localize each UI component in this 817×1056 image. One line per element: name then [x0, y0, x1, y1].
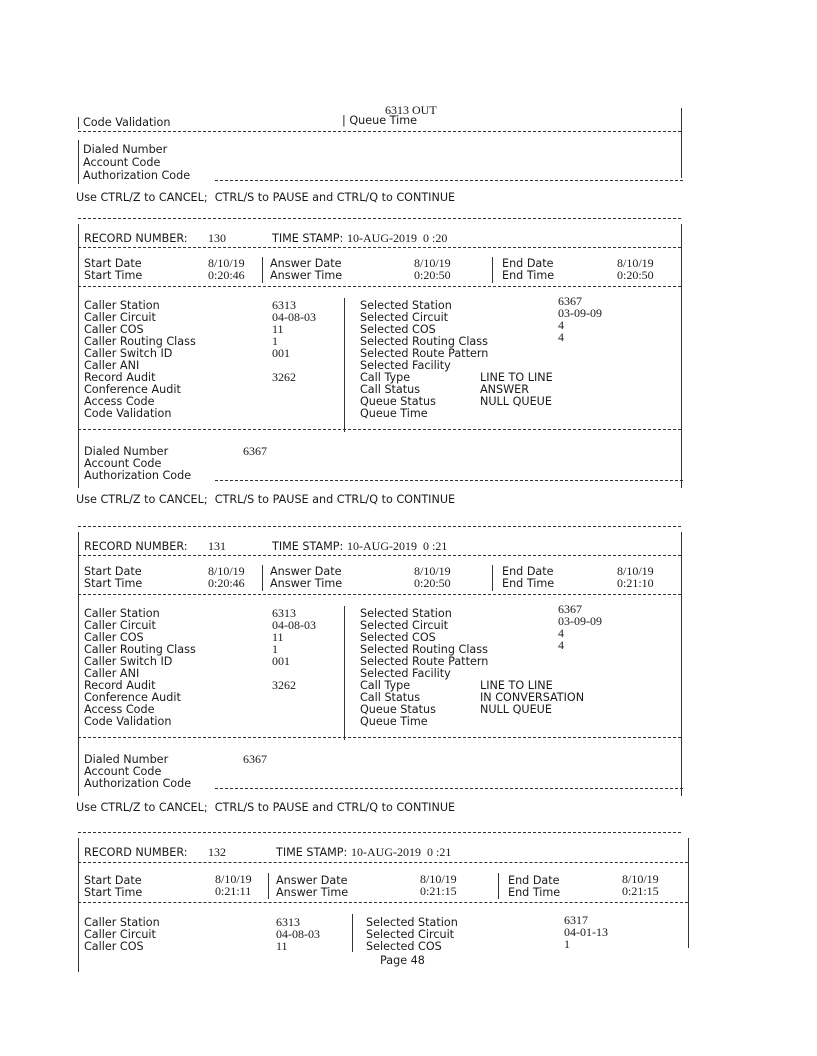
- divider: [344, 298, 345, 432]
- selected-circuit-label: Selected Circuit: [360, 619, 449, 632]
- caller-cos-label: Caller COS: [84, 323, 144, 336]
- caller-station-label: Caller Station: [84, 607, 160, 620]
- caller-routing-class: 1: [272, 642, 278, 656]
- control-prompt: Use CTRL/Z to CANCEL; CTRL/S to PAUSE and CTRL/Q to CONTINUE: [76, 191, 456, 204]
- divider: [78, 429, 681, 430]
- answer-date: 8/10/19: [420, 872, 457, 886]
- selected-facility-label: Selected Facility: [360, 667, 451, 680]
- queue-time-label: Queue Time: [360, 715, 428, 728]
- divider: [492, 257, 493, 283]
- call-type: LINE TO LINE: [480, 679, 553, 692]
- access-code-label: Access Code: [84, 703, 155, 716]
- conference-audit-label: Conference Audit: [84, 691, 181, 704]
- end-time-label: End Time: [502, 269, 555, 282]
- authorization-code-label: Authorization Code: [83, 169, 191, 182]
- caller-station: 6313: [272, 606, 296, 620]
- page-number: Page 48: [380, 954, 425, 967]
- start-date-label: Start Date: [84, 257, 142, 270]
- caller-switch-id: 001: [272, 346, 290, 360]
- caller-ani-label: Caller ANI: [84, 359, 140, 372]
- caller-switch-id-label: Caller Switch ID: [84, 655, 173, 668]
- selected-station-label: Selected Station: [360, 607, 452, 620]
- time-stamp-label: TIME STAMP:: [272, 540, 344, 553]
- time-stamp: 10-AUG-2019 0 :20: [347, 231, 448, 245]
- dialed-number-label: Dialed Number: [84, 445, 169, 458]
- code-validation-label: Code Validation: [84, 407, 172, 420]
- answer-time-label: Answer Time: [270, 577, 343, 590]
- answer-date: 8/10/19: [414, 564, 451, 578]
- queue-status-label: Queue Status: [360, 395, 436, 408]
- divider: [78, 247, 681, 248]
- caller-cos-label: Caller COS: [84, 631, 144, 644]
- record-number: 130: [208, 231, 226, 245]
- answer-time-label: Answer Time: [270, 269, 343, 282]
- selected-cos: 1: [564, 937, 570, 951]
- control-prompt: Use CTRL/Z to CANCEL; CTRL/S to PAUSE and CTRL/Q to CONTINUE: [76, 801, 456, 814]
- record-audit: 3262: [272, 370, 296, 384]
- queue-status: NULL QUEUE: [480, 703, 552, 716]
- selected-circuit: 03-09-09: [558, 614, 602, 628]
- call-type-label: Call Type: [360, 371, 411, 384]
- start-time: 0:20:46: [208, 268, 245, 282]
- caller-cos: 11: [272, 630, 284, 644]
- caller-circuit-label: Caller Circuit: [84, 311, 156, 324]
- queue-time-label: | Queue Time: [342, 114, 418, 127]
- queue-status-label: Queue Status: [360, 703, 436, 716]
- queue-time-label: Queue Time: [360, 407, 428, 420]
- selected-circuit-label: Selected Circuit: [360, 311, 449, 324]
- time-stamp-label: TIME STAMP:: [272, 232, 344, 245]
- divider: [78, 526, 681, 527]
- selected-routing-class: 4: [558, 330, 564, 344]
- divider: [78, 532, 79, 796]
- caller-ani-label: Caller ANI: [84, 667, 140, 680]
- end-date: 8/10/19: [622, 872, 659, 886]
- end-time-label: End Time: [508, 886, 561, 899]
- call-type: LINE TO LINE: [480, 371, 553, 384]
- dialed-number: 6367: [243, 444, 267, 458]
- call-status-label: Call Status: [360, 383, 421, 396]
- selected-route-pattern-label: Selected Route Pattern: [360, 347, 489, 360]
- time-stamp: 10-AUG-2019 0 :21: [347, 539, 448, 553]
- divider: [78, 594, 681, 595]
- divider: [681, 224, 682, 488]
- dialed-number-label: Dialed Number: [83, 143, 168, 156]
- call-record: [0, 526, 817, 816]
- answer-date: 8/10/19: [414, 256, 451, 270]
- divider: [215, 180, 683, 181]
- start-date: 8/10/19: [208, 564, 245, 578]
- call-record: [0, 832, 817, 982]
- caller-station: 6313: [276, 915, 300, 929]
- caller-switch-id: 001: [272, 654, 290, 668]
- start-date-label: Start Date: [84, 874, 142, 887]
- caller-circuit-label: Caller Circuit: [84, 928, 156, 941]
- selected-circuit-label: Selected Circuit: [366, 928, 455, 941]
- call-status-label: Call Status: [360, 691, 421, 704]
- end-time: 0:21:15: [622, 884, 659, 898]
- divider: [78, 131, 681, 132]
- divider: [78, 737, 681, 738]
- caller-cos-label: Caller COS: [84, 940, 144, 953]
- end-date: 8/10/19: [617, 564, 654, 578]
- selected-station: 6367: [558, 294, 582, 308]
- divider: [344, 606, 345, 740]
- record-number: 131: [208, 539, 226, 553]
- code-validation-label: Code Validation: [83, 116, 171, 129]
- divider: [688, 838, 689, 948]
- record-audit-label: Record Audit: [84, 371, 156, 384]
- selected-route-pattern-label: Selected Route Pattern: [360, 655, 489, 668]
- caller-routing-class-label: Caller Routing Class: [84, 335, 196, 348]
- divider: [215, 788, 683, 789]
- start-time: 0:21:11: [215, 884, 252, 898]
- answer-date-label: Answer Date: [270, 257, 342, 270]
- divider: [78, 286, 681, 287]
- caller-circuit: 04-08-03: [276, 927, 320, 941]
- divider: [78, 555, 681, 556]
- caller-cos: 11: [272, 322, 284, 336]
- call-record: [0, 218, 817, 508]
- selected-circuit: 04-01-13: [564, 925, 608, 939]
- caller-station-label: Caller Station: [84, 299, 160, 312]
- start-time-label: Start Time: [84, 269, 143, 282]
- selected-cos-label: Selected COS: [366, 940, 442, 953]
- dialed-number-label: Dialed Number: [84, 753, 169, 766]
- record-audit-label: Record Audit: [84, 679, 156, 692]
- selected-routing-class-label: Selected Routing Class: [360, 643, 488, 656]
- account-code-label: Account Code: [84, 457, 162, 470]
- divider: [352, 914, 353, 952]
- authorization-code-label: Authorization Code: [84, 469, 192, 482]
- access-code-label: Access Code: [84, 395, 155, 408]
- selected-routing-class: 4: [558, 638, 564, 652]
- account-code-label: Account Code: [83, 156, 161, 169]
- extension-out: 6313 OUT: [385, 103, 437, 117]
- divider: [78, 902, 688, 903]
- divider: [215, 480, 683, 481]
- selected-routing-class-label: Selected Routing Class: [360, 335, 488, 348]
- divider: [262, 565, 263, 591]
- caller-switch-id-label: Caller Switch ID: [84, 347, 173, 360]
- time-stamp: 10-AUG-2019 0 :21: [351, 845, 452, 859]
- divider: [262, 257, 263, 283]
- start-date-label: Start Date: [84, 565, 142, 578]
- start-time: 0:20:46: [208, 576, 245, 590]
- end-date-label: End Date: [508, 874, 560, 887]
- caller-cos: 11: [276, 939, 288, 953]
- selected-cos-label: Selected COS: [360, 323, 436, 336]
- caller-station-label: Caller Station: [84, 916, 160, 929]
- divider: [78, 218, 681, 219]
- divider: [78, 140, 79, 184]
- answer-date-label: Answer Date: [276, 874, 348, 887]
- start-time-label: Start Time: [84, 886, 143, 899]
- selected-cos-label: Selected COS: [360, 631, 436, 644]
- end-date-label: End Date: [502, 565, 554, 578]
- end-date: 8/10/19: [617, 256, 654, 270]
- divider: [78, 862, 688, 863]
- end-time: 0:21:10: [617, 576, 654, 590]
- answer-time: 0:21:15: [420, 884, 457, 898]
- selected-station: 6367: [558, 602, 582, 616]
- selected-cos: 4: [558, 626, 564, 640]
- caller-routing-class-label: Caller Routing Class: [84, 643, 196, 656]
- call-type-label: Call Type: [360, 679, 411, 692]
- end-date-label: End Date: [502, 257, 554, 270]
- answer-time-label: Answer Time: [276, 886, 349, 899]
- call-status: ANSWER: [480, 383, 530, 396]
- queue-status: NULL QUEUE: [480, 395, 552, 408]
- authorization-code-label: Authorization Code: [84, 777, 192, 790]
- divider: [78, 832, 681, 833]
- divider: [268, 873, 269, 899]
- caller-routing-class: 1: [272, 334, 278, 348]
- selected-station-label: Selected Station: [360, 299, 452, 312]
- call-status: IN CONVERSATION: [480, 691, 585, 704]
- selected-circuit: 03-09-09: [558, 306, 602, 320]
- selected-cos: 4: [558, 318, 564, 332]
- dialed-number: 6367: [243, 752, 267, 766]
- caller-circuit-label: Caller Circuit: [84, 619, 156, 632]
- start-date: 8/10/19: [215, 872, 252, 886]
- divider: [78, 224, 79, 488]
- divider: [78, 117, 79, 129]
- end-time: 0:20:50: [617, 268, 654, 282]
- code-validation-label: Code Validation: [84, 715, 172, 728]
- answer-date-label: Answer Date: [270, 565, 342, 578]
- conference-audit-label: Conference Audit: [84, 383, 181, 396]
- selected-facility-label: Selected Facility: [360, 359, 451, 372]
- record-number-label: RECORD NUMBER:: [84, 540, 188, 553]
- divider: [681, 108, 682, 178]
- divider: [681, 532, 682, 796]
- divider: [78, 838, 79, 972]
- start-time-label: Start Time: [84, 577, 143, 590]
- caller-station: 6313: [272, 298, 296, 312]
- start-date: 8/10/19: [208, 256, 245, 270]
- caller-circuit: 04-08-03: [272, 310, 316, 324]
- selected-station-label: Selected Station: [366, 916, 458, 929]
- control-prompt: Use CTRL/Z to CANCEL; CTRL/S to PAUSE and CTRL/Q to CONTINUE: [76, 493, 456, 506]
- divider: [498, 873, 499, 899]
- record-number-label: RECORD NUMBER:: [84, 846, 188, 859]
- divider: [492, 565, 493, 591]
- record-number-label: RECORD NUMBER:: [84, 232, 188, 245]
- end-time-label: End Time: [502, 577, 555, 590]
- record-number: 132: [208, 845, 226, 859]
- answer-time: 0:20:50: [414, 576, 451, 590]
- time-stamp-label: TIME STAMP:: [276, 846, 348, 859]
- answer-time: 0:20:50: [414, 268, 451, 282]
- caller-circuit: 04-08-03: [272, 618, 316, 632]
- selected-station: 6317: [564, 913, 588, 927]
- record-audit: 3262: [272, 678, 296, 692]
- account-code-label: Account Code: [84, 765, 162, 778]
